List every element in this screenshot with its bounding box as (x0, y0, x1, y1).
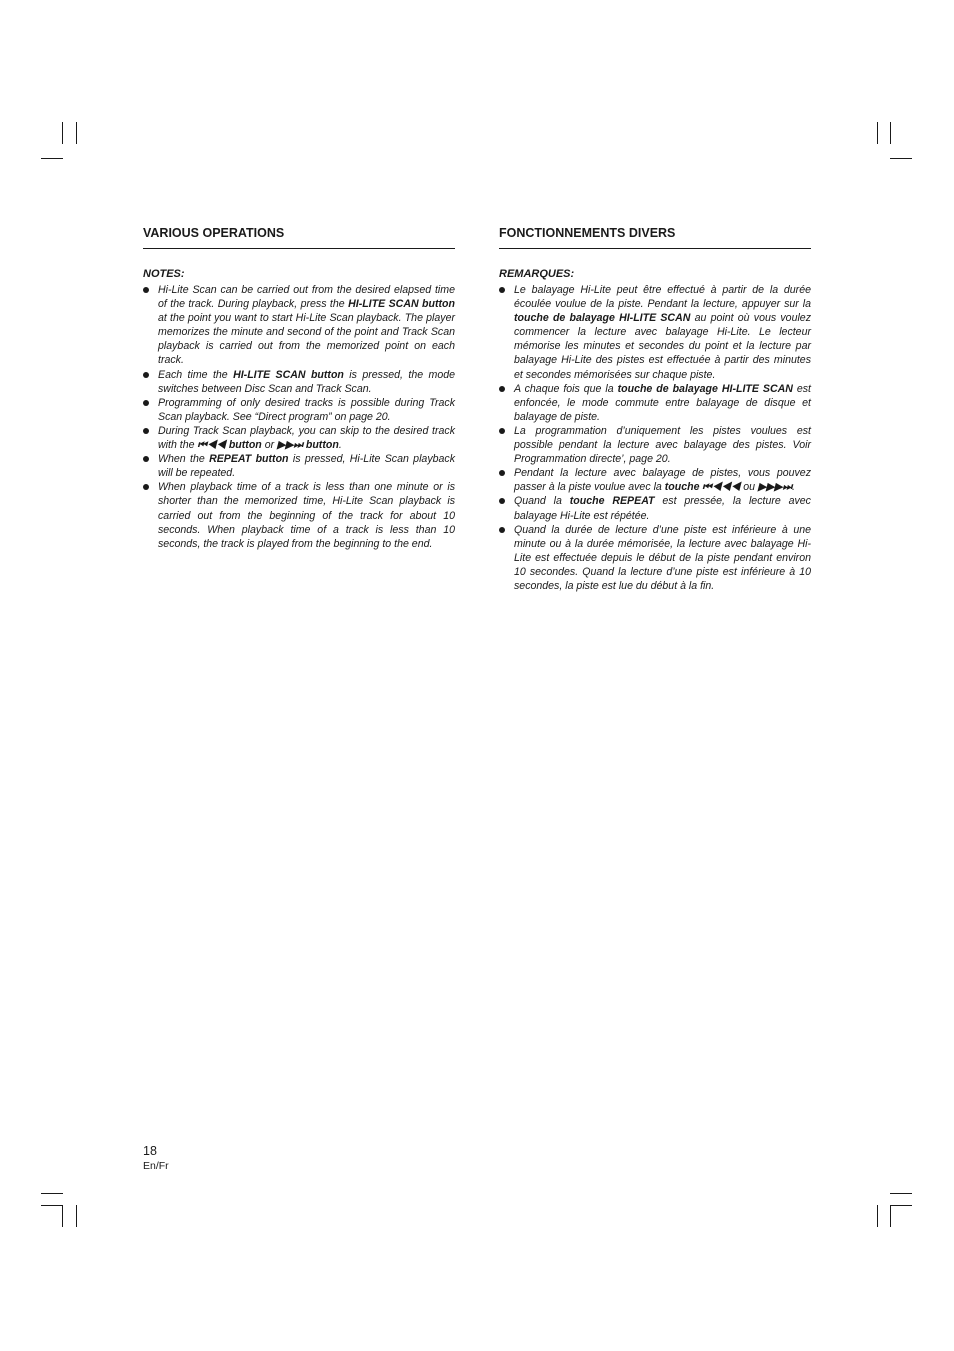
bullet-icon (143, 400, 149, 406)
note-item: A chaque fois que la touche de balayage HI-LITE SCAN est enfoncée, le mode commute entre balayage de disque et balayage de piste. (499, 382, 811, 424)
bullet-icon (499, 287, 505, 293)
note-item: During Track Scan playback, you can skip to the desired track with the ⏮◀◀ button or ▶▶⏭ button. (143, 424, 455, 452)
note-item: Quand la durée de lecture d’une piste est inférieure à une minute ou à la durée mémorisée, la lecture avec balayage Hi-Lite est effectuée depuis le début de la piste pendant environ 10 secondes. Quand la lecture d’une piste est inférieure à 10 secondes, la piste est lue du début à la fin. (499, 523, 811, 593)
bullet-icon (499, 428, 505, 434)
skip-back-button-label: ⏮◀◀ button (197, 439, 262, 452)
notes-list (499, 283, 811, 593)
note-item: Hi-Lite Scan can be carried out from the desired elapsed time of the track. During playback, press the HI-LITE SCAN button at the point you want to start Hi-Lite Scan playback. The player memorizes the minute and second of the point and Track Scan playback is carried out from the memorized point on each track. (143, 283, 455, 368)
note-item: Programming of only desired tracks is possible during Track Scan playback. See “Direct program” on page 20. (143, 396, 455, 424)
section-heading-french: FONCTIONNEMENTS DIVERS (499, 226, 676, 240)
english-column (143, 226, 455, 551)
bullet-icon (143, 456, 149, 462)
bullet-icon (499, 498, 505, 504)
bullet-icon (143, 372, 149, 378)
note-item: Each time the HI-LITE SCAN button is pressed, the mode switches between Disc Scan and Track Scan. (143, 368, 455, 396)
bullet-icon (499, 527, 505, 533)
bullet-icon (143, 428, 149, 434)
heading-rule (143, 248, 455, 249)
bullet-icon (499, 386, 505, 392)
french-column (499, 226, 811, 593)
note-item: When playback time of a track is less than one minute or is shorter than the memorized time, Hi-Lite Scan playback is carried out from the beginning of the track for about 10 seconds. When playback time of a track is less than 10 seconds, the track is played from the beginning to the end. (143, 480, 455, 550)
note-item: La programmation d’uniquement les pistes voulues est possible pendant la lecture avec balayage des pistes. Voir Programmation directe’, page 20. (499, 424, 811, 466)
notes-title: REMARQUES: (499, 268, 575, 280)
note-item: When the REPEAT button is pressed, Hi-Lite Scan playback will be repeated. (143, 452, 455, 480)
page-number: 18 (143, 1144, 157, 1158)
notes-list (143, 283, 455, 551)
bullet-icon (499, 470, 505, 476)
skip-back-button-label: touche ⏮◀◀◀ (664, 481, 741, 494)
bullet-icon (143, 484, 149, 490)
notes-title: NOTES: (143, 268, 185, 280)
skip-forward-button-label: ▶▶⏭ button (277, 439, 339, 452)
bullet-icon (143, 287, 149, 293)
heading-rule (499, 248, 811, 249)
note-item: Le balayage Hi-Lite peut être effectué à partir de la durée écoulée voulue de la piste. Pendant la lecture, appuyer sur la touche de balayage HI-LITE SCAN au point où vous voulez commencer la lecture avec balayage Hi-Lite. Le lecteur mémorise les minutes et secondes du point et la lecture par balayage Hi-Lite des pistes est effectuée à partir des minutes et secondes mémorisées sur chaque piste. (499, 283, 811, 382)
note-item: Pendant la lecture avec balayage de pistes, vous pouvez passer à la piste voulue avec la touche ⏮◀◀◀ ou ▶▶▶⏭. (499, 466, 811, 494)
skip-forward-button-label: ▶▶▶⏭ (758, 481, 792, 494)
language-code: En/Fr (143, 1160, 169, 1172)
note-item: Quand la touche REPEAT est pressée, la lecture avec balayage Hi-Lite est répétée. (499, 494, 811, 522)
section-heading-english: VARIOUS OPERATIONS (143, 226, 285, 240)
